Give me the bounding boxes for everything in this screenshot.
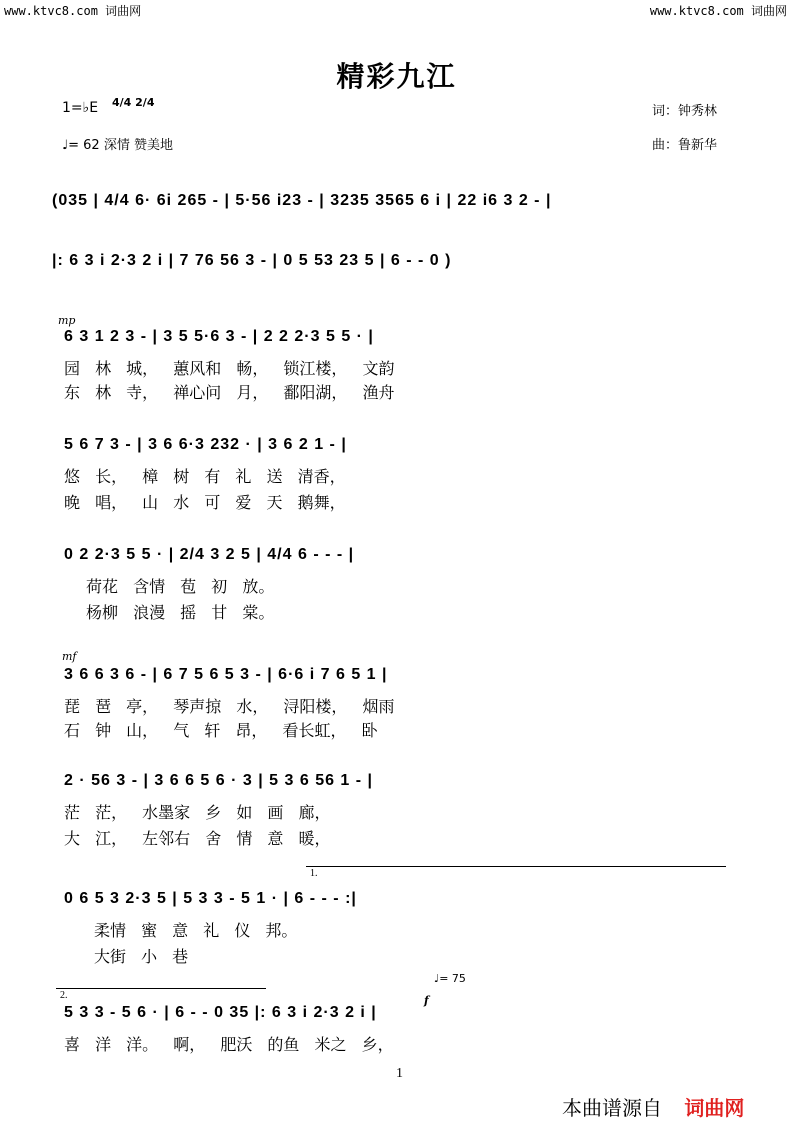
score-line-2: |: 6 3 i 2·3 2 i | 7 76 56 3 - | 0 5 53 23 5 | 6 - - 0 ) xyxy=(52,252,452,269)
lyric-line-8a: 柔情 蜜 意 礼 仪 邦。 xyxy=(94,921,298,940)
lyric-line-5a: 荷花 含情 苞 初 放。 xyxy=(86,577,275,596)
footer-brand: 词曲网 xyxy=(684,1096,745,1120)
score-line-3: 6 3 1 2 3 - | 3 5 5·6 3 - | 2 2 2·3 5 5 · | xyxy=(64,328,374,345)
score-line-7: 2 · 56 3 - | 3 6 6 5 6 · 3 | 5 3 6 56 1 - | xyxy=(64,772,374,789)
composer: 曲：鲁新华 xyxy=(652,138,718,153)
lyricist: 词：钟秀林 xyxy=(652,104,718,119)
lyric-line-4b: 晚 唱， 山 水 可 爱 天 鹅舞， xyxy=(64,493,346,512)
lyric-line-4a: 悠 长， 樟 树 有 礼 送 清香， xyxy=(64,467,346,486)
lyric-line-9a: 喜 洋 洋。 啊， 肥沃 的鱼 米之 乡， xyxy=(64,1035,394,1054)
lyric-line-7a: 茫 茫， 水墨家 乡 如 画 廊， xyxy=(64,803,331,822)
volta-bracket-1 xyxy=(306,866,726,867)
tempo-marking-2: ♩= 75 xyxy=(434,972,466,985)
score-line-5: 0 2 2·3 5 5 · | 2/4 3 2 5 | 4/4 6 - - - | xyxy=(64,546,355,563)
dynamic-f: f xyxy=(424,994,429,1007)
time-signature: 4/4 2/4 xyxy=(112,96,155,109)
footer-prefix: 本曲谱源自 xyxy=(562,1096,662,1120)
dynamic-mp: mp xyxy=(58,314,76,327)
page-number: 1 xyxy=(396,1066,403,1081)
lyric-line-6a: 琵 琶 亭， 琴声掠 水， 浔阳楼， 烟雨 xyxy=(64,697,395,716)
score-line-4: 5 6 7 3 - | 3 6 6·3 232 · | 3 6 2 1 - | xyxy=(64,436,347,453)
lyric-line-7b: 大 江， 左邻右 舍 情 意 暖， xyxy=(64,829,331,848)
tempo-marking: ♩= 62 深情 赞美地 xyxy=(62,138,173,153)
watermark-right: www.ktvc8.com 词曲网 xyxy=(649,4,787,18)
lyric-line-6b: 石 钟 山， 气 轩 昂， 看长虹， 卧 xyxy=(64,721,378,740)
score-line-6: 3 6 6 3 6 - | 6 7 5 6 5 3 - | 6·6 i 7 6 5 1 | xyxy=(64,666,388,683)
lyric-line-3b: 东 林 寺， 禅心问 月， 鄱阳湖， 渔舟 xyxy=(64,383,395,402)
lyric-line-8b: 大街 小 巷 xyxy=(94,947,189,966)
footer-source xyxy=(562,1092,744,1121)
key-signature: 1=♭E xyxy=(62,100,99,116)
score-line-9: 5 3 3 - 5 6 · | 6 - - 0 35 |: 6 3 i 2·3 2 i | xyxy=(64,1004,377,1021)
lyric-line-3a: 园 林 城， 蕙风和 畅， 锁江楼， 文韵 xyxy=(64,359,395,378)
dynamic-mf: mf xyxy=(62,650,77,663)
score-line-8: 0 6 5 3 2·3 5 | 5 3 3 - 5 1 · | 6 - - - :| xyxy=(64,890,357,907)
volta-bracket-2 xyxy=(56,988,266,989)
lyric-line-5b: 杨柳 浪漫 摇 甘 棠。 xyxy=(86,603,275,622)
volta-label-1: 1. xyxy=(310,868,318,879)
watermark-left: www.ktvc8.com 词曲网 xyxy=(4,4,142,18)
score-line-1: (035 | 4/4 6· 6i 265 - | 5·56 i23 - | 3235 3565 6 i | 22 i6 3 2 - | xyxy=(52,192,552,209)
song-title: 精彩九江 xyxy=(336,60,457,93)
volta-label-2: 2. xyxy=(60,990,68,1001)
